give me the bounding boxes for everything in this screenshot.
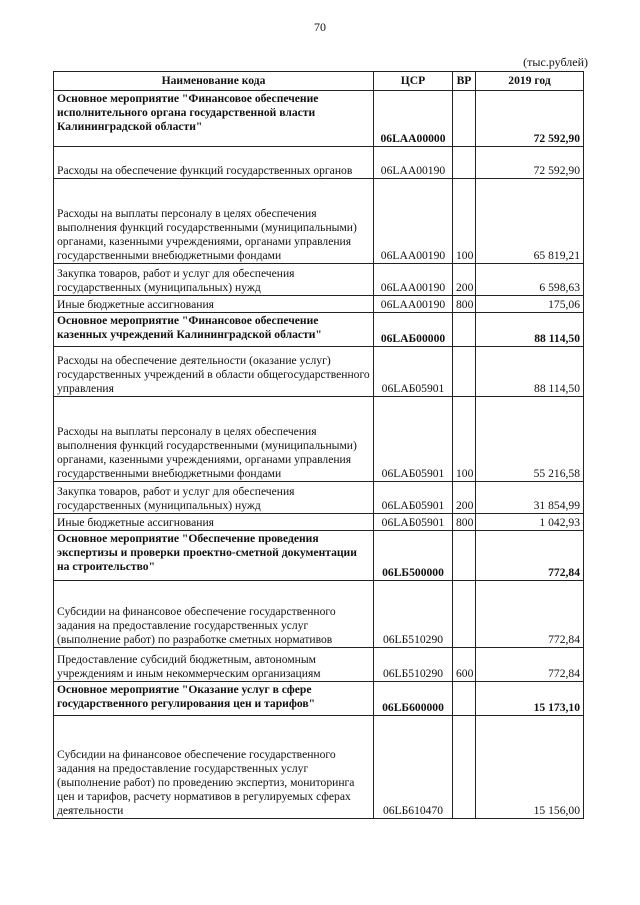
table-row (54, 313, 584, 347)
row-csr: 06LАА00190 (374, 296, 453, 313)
table-row (54, 347, 584, 397)
row-vr: 200 (453, 482, 476, 514)
row-csr: 06LБ510290 (374, 648, 453, 682)
row-csr: 06LАБ05901 (374, 397, 453, 482)
row-name: Иные бюджетные ассигнования (54, 514, 374, 531)
row-amount: 175,06 (476, 296, 584, 313)
row-csr: 06LБ600000 (374, 682, 453, 716)
row-amount: 772,84 (476, 581, 584, 648)
row-csr: 06LАБ05901 (374, 482, 453, 514)
table-row (54, 147, 584, 179)
row-csr: 06LАБ00000 (374, 313, 453, 347)
row-name: Основное мероприятие "Оказание услуг в сфере государственного регулирования цен и тарифов" (54, 682, 374, 716)
units-label: (тыс.рублей) (523, 55, 588, 69)
row-amount: 15 156,00 (476, 716, 584, 819)
row-name: Иные бюджетные ассигнования (54, 296, 374, 313)
row-vr (453, 581, 476, 648)
row-amount: 1 042,93 (476, 514, 584, 531)
table-row (54, 682, 584, 716)
row-csr: 06LАА00190 (374, 264, 453, 296)
row-name: Предоставление субсидий бюджетным, автономным учреждениям и иным некоммерческим организациям (54, 648, 374, 682)
row-name: Основное мероприятие "Обеспечение проведения экспертизы и проверки проектно-сметной документации на строительство" (54, 531, 374, 581)
row-vr (453, 531, 476, 581)
row-name: Расходы на обеспечение деятельности (оказание услуг) государственных учреждений в области общегосударственного управления (54, 347, 374, 397)
row-amount: 55 216,58 (476, 397, 584, 482)
row-name: Закупка товаров, работ и услуг для обеспечения государственных (муниципальных) нужд (54, 482, 374, 514)
row-name: Субсидии на финансовое обеспечение государственного задания на предоставление государственных услуг (выполнение работ) по проведению экспертиз, мониторинга цен и тарифов, расчету нормативов в регулируемых сферах деятельности (54, 716, 374, 819)
row-csr: 06LАА00190 (374, 147, 453, 179)
row-name: Основное мероприятие "Финансовое обеспечение казенных учреждений Калининградской области" (54, 313, 374, 347)
row-vr: 100 (453, 397, 476, 482)
row-amount: 31 854,99 (476, 482, 584, 514)
budget-table (53, 71, 584, 819)
header-vr: ВР (453, 72, 476, 91)
table-row (54, 716, 584, 819)
row-amount: 88 114,50 (476, 347, 584, 397)
row-csr: 06LАА00190 (374, 179, 453, 264)
header-year: 2019 год (476, 72, 584, 91)
row-csr: 06LАБ05901 (374, 347, 453, 397)
row-vr: 800 (453, 296, 476, 313)
row-name: Субсидии на финансовое обеспечение государственного задания на предоставление государственных услуг (выполнение работ) по разработке сметных нормативов (54, 581, 374, 648)
row-amount: 72 592,90 (476, 91, 584, 147)
row-csr: 06LАА00000 (374, 91, 453, 147)
row-vr: 100 (453, 179, 476, 264)
row-name: Закупка товаров, работ и услуг для обеспечения государственных (муниципальных) нужд (54, 264, 374, 296)
row-vr: 200 (453, 264, 476, 296)
row-amount: 65 819,21 (476, 179, 584, 264)
header-name: Наименование кода (54, 72, 374, 91)
row-name: Расходы на обеспечение функций государственных органов (54, 147, 374, 179)
row-amount: 772,84 (476, 648, 584, 682)
row-name: Расходы на выплаты персоналу в целях обеспечения выполнения функций государственными (муниципальными) органами, казенными учреждениями, органами управления государственными внебюджетными фондами (54, 397, 374, 482)
row-vr (453, 682, 476, 716)
row-amount: 88 114,50 (476, 313, 584, 347)
table-row (54, 397, 584, 482)
row-vr: 800 (453, 514, 476, 531)
row-vr (453, 313, 476, 347)
table-row (54, 264, 584, 296)
header-csr: ЦСР (374, 72, 453, 91)
row-amount: 772,84 (476, 531, 584, 581)
row-amount: 15 173,10 (476, 682, 584, 716)
table-row (54, 179, 584, 264)
row-csr: 06LАБ05901 (374, 514, 453, 531)
row-vr: 600 (453, 648, 476, 682)
table-row (54, 531, 584, 581)
row-vr (453, 716, 476, 819)
row-csr: 06LБ500000 (374, 531, 453, 581)
table-header-row (54, 72, 584, 91)
table-row (54, 581, 584, 648)
row-vr (453, 147, 476, 179)
row-name: Основное мероприятие "Финансовое обеспечение исполнительного органа государственной власти Калининградской области" (54, 91, 374, 147)
table-row (54, 514, 584, 531)
row-csr: 06LБ510290 (374, 581, 453, 648)
row-vr (453, 347, 476, 397)
row-amount: 72 592,90 (476, 147, 584, 179)
row-name: Расходы на выплаты персоналу в целях обеспечения выполнения функций государственными (муниципальными) органами, казенными учреждениями, органами управления государственными внебюджетными фондами (54, 179, 374, 264)
page-number: 70 (314, 20, 326, 34)
row-amount: 6 598,63 (476, 264, 584, 296)
table-row (54, 91, 584, 147)
table-row (54, 482, 584, 514)
table-row (54, 648, 584, 682)
table-row (54, 296, 584, 313)
row-vr (453, 91, 476, 147)
row-csr: 06LБ610470 (374, 716, 453, 819)
